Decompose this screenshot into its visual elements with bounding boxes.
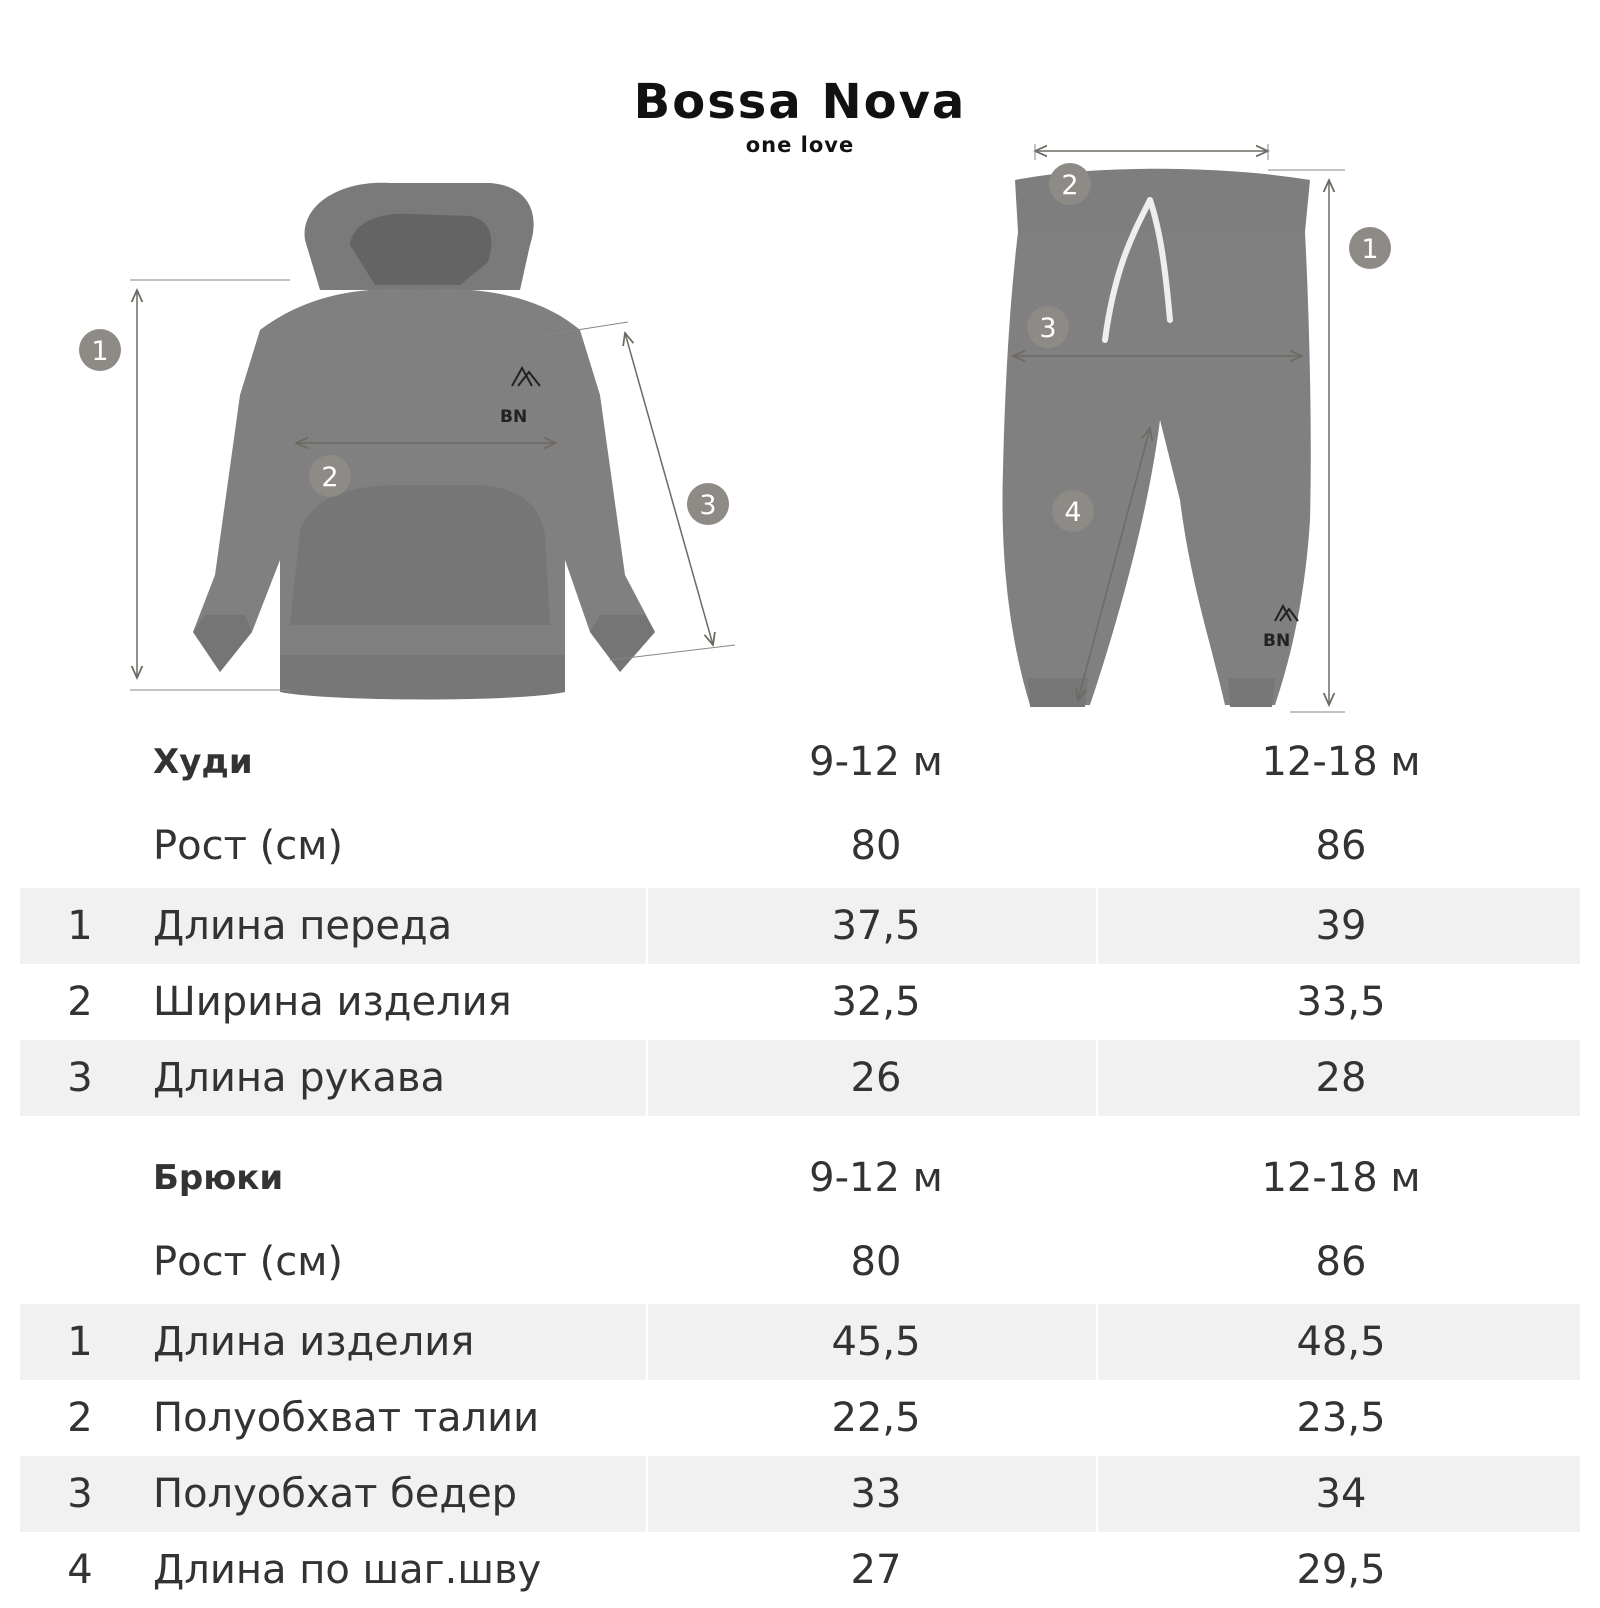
row-value: 39: [1315, 903, 1367, 949]
brand-name: Bossa Nova: [633, 74, 967, 130]
row-value: 23,5: [1296, 1395, 1386, 1441]
height-value: 86: [1315, 823, 1367, 869]
height-value: 86: [1315, 1239, 1367, 1285]
row-label: Длина по шаг.шву: [153, 1547, 542, 1593]
row-number: 2: [67, 979, 93, 1025]
row-number: 1: [67, 903, 93, 949]
pants-drawing: [1002, 169, 1310, 707]
svg-text:3: 3: [1039, 313, 1057, 344]
svg-text:3: 3: [699, 490, 717, 521]
row-label: Ширина изделия: [153, 979, 512, 1025]
row-value: 33: [850, 1471, 902, 1517]
hoodie-drawing: [193, 183, 655, 700]
height-label: Рост (см): [153, 1239, 343, 1285]
row-value: 22,5: [831, 1395, 921, 1441]
height-row: [20, 804, 1580, 888]
height-value: 80: [850, 1239, 902, 1285]
row-label: Длина рукава: [153, 1055, 446, 1101]
hoodie-size-table: [20, 720, 1580, 1116]
hoodie-table-header: [20, 720, 1580, 804]
height-label: Рост (см): [153, 823, 343, 869]
row-value: 45,5: [831, 1319, 921, 1365]
pants-logo: BN: [1263, 631, 1291, 651]
table-row: [20, 1380, 1580, 1456]
row-number: 3: [67, 1055, 93, 1101]
height-row: [20, 1220, 1580, 1304]
row-number: 2: [67, 1395, 93, 1441]
row-value: 32,5: [831, 979, 921, 1025]
row-value: 27: [850, 1547, 902, 1593]
size-header: 9-12 м: [809, 1155, 943, 1201]
table-row: [20, 1532, 1580, 1608]
row-value: 34: [1315, 1471, 1367, 1517]
row-number: 4: [67, 1547, 93, 1593]
row-label: Длина изделия: [153, 1319, 475, 1365]
svg-text:1: 1: [1361, 234, 1379, 265]
row-value: 28: [1315, 1055, 1367, 1101]
height-value: 80: [850, 823, 902, 869]
pants-table-title: Брюки: [153, 1158, 284, 1198]
size-header: 12-18 м: [1261, 739, 1421, 785]
row-number: 1: [67, 1319, 93, 1365]
garment-illustration: [0, 0, 1600, 720]
table-row: [20, 1040, 1580, 1116]
table-row: [20, 1304, 1580, 1380]
table-row: [20, 964, 1580, 1040]
size-header: 12-18 м: [1261, 1155, 1421, 1201]
svg-text:4: 4: [1064, 497, 1082, 528]
pants-table-header: [20, 1136, 1580, 1220]
row-value: 26: [850, 1055, 902, 1101]
table-row: [20, 1456, 1580, 1532]
row-label: Полуобхат бедер: [153, 1471, 518, 1517]
size-header: 9-12 м: [809, 739, 943, 785]
hoodie-logo: BN: [500, 407, 528, 427]
row-label: Полуобхват талии: [153, 1395, 540, 1441]
row-number: 3: [67, 1471, 93, 1517]
row-value: 48,5: [1296, 1319, 1386, 1365]
row-value: 29,5: [1296, 1547, 1386, 1593]
pants-size-table: [20, 1136, 1580, 1608]
row-label: Длина переда: [153, 903, 453, 949]
svg-text:2: 2: [321, 462, 339, 493]
svg-text:2: 2: [1061, 170, 1079, 201]
row-value: 33,5: [1296, 979, 1386, 1025]
brand-tagline: one love: [745, 133, 855, 157]
row-value: 37,5: [831, 903, 921, 949]
svg-text:1: 1: [91, 336, 109, 367]
table-row: [20, 888, 1580, 964]
hoodie-table-title: Худи: [153, 742, 253, 782]
